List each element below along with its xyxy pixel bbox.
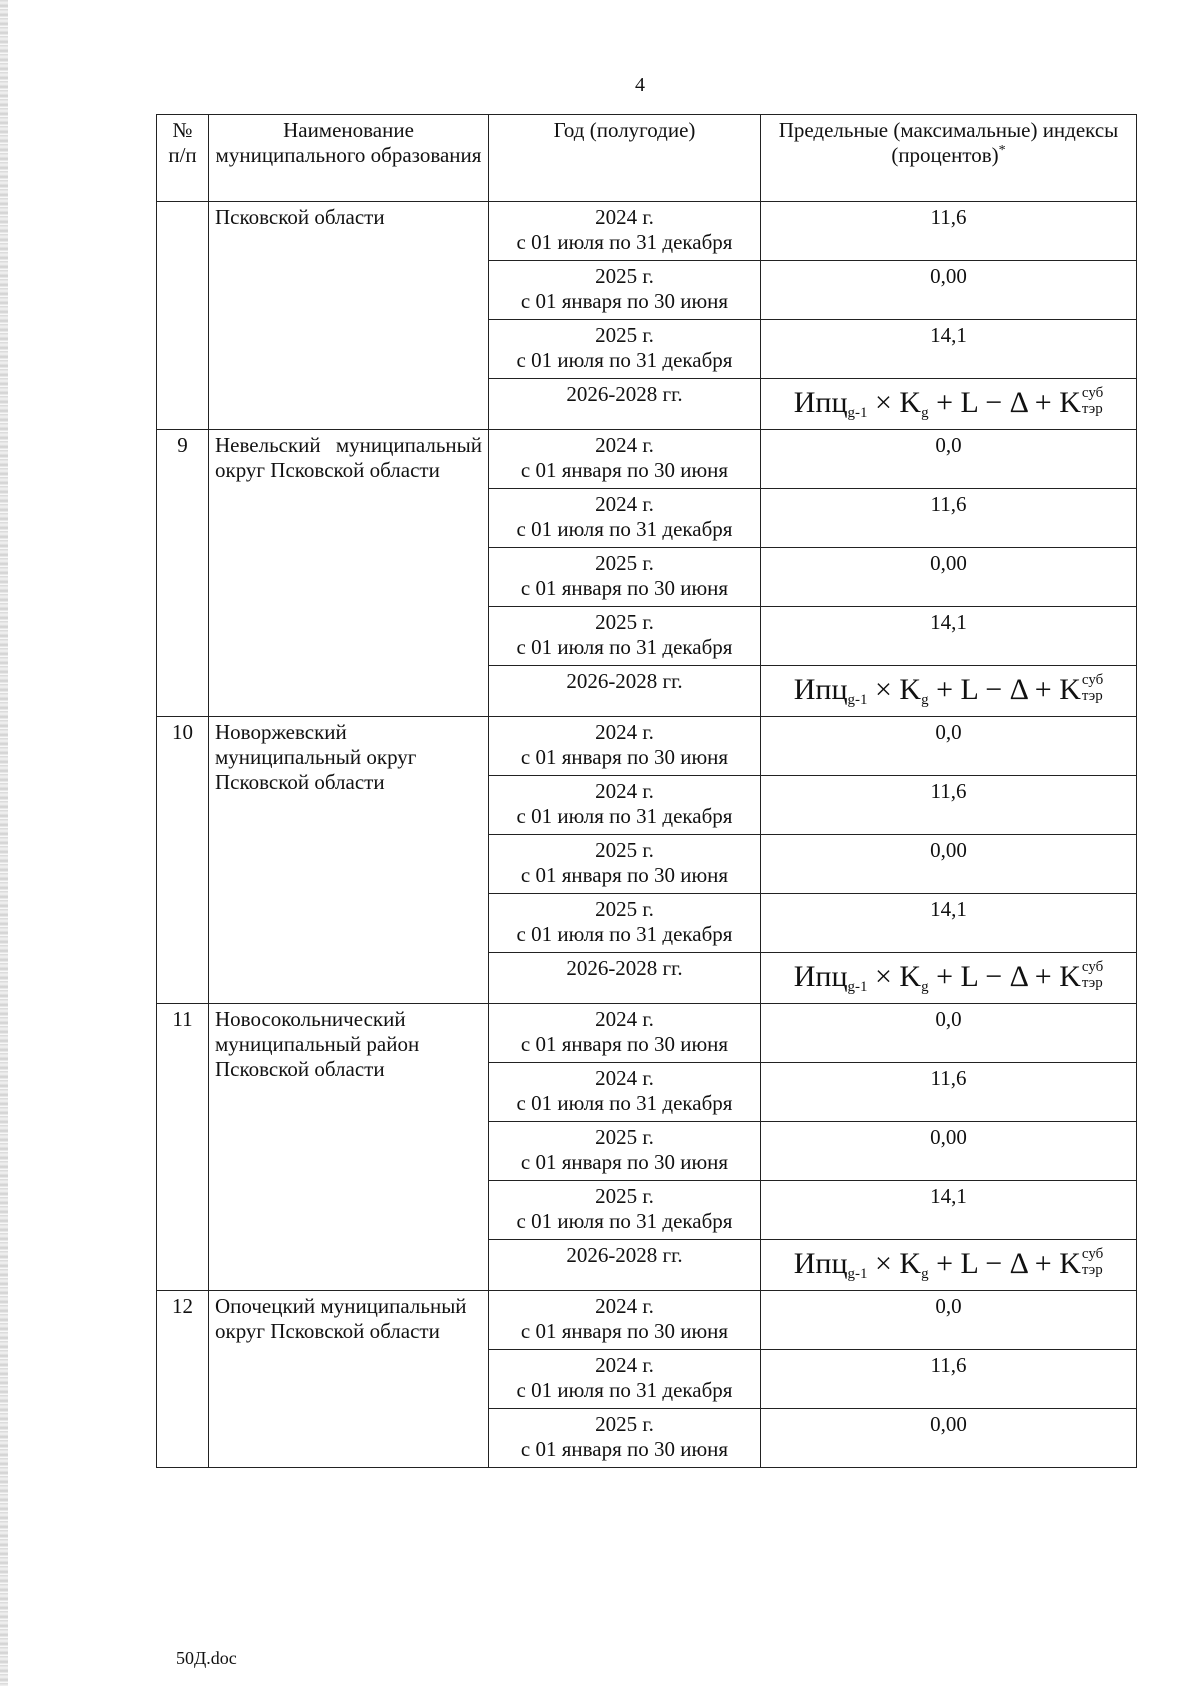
index-value: 14,1 bbox=[761, 1181, 1137, 1240]
index-value: 11,6 bbox=[761, 202, 1137, 261]
formula-k-sub: g bbox=[921, 1265, 929, 1282]
header-index-label: Предельные (максимальные) индексы (процентов) bbox=[778, 118, 1119, 168]
period-range: с 01 июля по 31 декабря bbox=[516, 1091, 733, 1116]
table-row bbox=[157, 202, 1137, 261]
formula-k-indices bbox=[1082, 960, 1103, 992]
period-year: 2024 г. bbox=[595, 1007, 654, 1031]
period-cell bbox=[489, 1409, 761, 1468]
formula-rest: + L − Δ + K bbox=[928, 672, 1081, 706]
table-row bbox=[157, 430, 1137, 489]
formula-times: × K bbox=[867, 1246, 922, 1280]
index-formula bbox=[793, 958, 1104, 995]
formula-rest: + L − Δ + K bbox=[928, 1246, 1081, 1280]
period-year: 2025 г. bbox=[595, 1125, 654, 1149]
period-range: с 01 июля по 31 декабря bbox=[516, 804, 733, 829]
index-value: 0,00 bbox=[761, 261, 1137, 320]
index-value: 11,6 bbox=[761, 1350, 1137, 1409]
period-cell bbox=[489, 717, 761, 776]
header-period: Год (полугодие) bbox=[489, 115, 761, 202]
municipality-name: Псковской области bbox=[209, 202, 489, 430]
period-cell bbox=[489, 261, 761, 320]
period-range: с 01 июля по 31 декабря bbox=[516, 1378, 733, 1403]
formula-base: Ипц bbox=[793, 1246, 848, 1280]
period-range: с 01 января по 30 июня bbox=[520, 1150, 729, 1175]
formula-base: Ипц bbox=[793, 672, 848, 706]
index-value: 0,0 bbox=[761, 1004, 1137, 1063]
period-cell bbox=[489, 776, 761, 835]
scan-edge bbox=[0, 0, 8, 1686]
formula-period: 2026-2028 гг. bbox=[489, 953, 761, 1004]
index-formula-cell bbox=[761, 953, 1137, 1004]
index-value: 14,1 bbox=[761, 320, 1137, 379]
period-cell bbox=[489, 1291, 761, 1350]
table-header-row bbox=[157, 115, 1137, 202]
index-value: 0,0 bbox=[761, 430, 1137, 489]
period-range: с 01 июля по 31 декабря bbox=[516, 230, 733, 255]
formula-base-sub: g-1 bbox=[847, 404, 868, 421]
period-cell bbox=[489, 1350, 761, 1409]
row-number bbox=[157, 202, 209, 430]
index-value: 0,00 bbox=[761, 1122, 1137, 1181]
index-value: 0,00 bbox=[761, 835, 1137, 894]
table-body bbox=[157, 202, 1137, 1468]
formula-times: × K bbox=[867, 385, 922, 419]
formula-base: Ипц bbox=[793, 959, 848, 993]
period-range: с 01 января по 30 июня bbox=[520, 576, 729, 601]
row-number: 10 bbox=[157, 717, 209, 1004]
period-range: с 01 июля по 31 декабря bbox=[516, 348, 733, 373]
municipality-name: Невельский муниципальный округ Псковской области bbox=[209, 430, 489, 717]
index-value: 0,00 bbox=[761, 1409, 1137, 1468]
formula-k-indices bbox=[1082, 386, 1103, 418]
formula-k-sub: g bbox=[921, 978, 929, 995]
row-number: 11 bbox=[157, 1004, 209, 1291]
period-range: с 01 января по 30 июня bbox=[520, 1437, 729, 1462]
period-cell bbox=[489, 1181, 761, 1240]
formula-base-sub: g-1 bbox=[847, 978, 868, 995]
formula-k-sub2: тэр bbox=[1081, 1261, 1103, 1278]
row-number: 9 bbox=[157, 430, 209, 717]
period-year: 2025 г. bbox=[595, 610, 654, 634]
period-year: 2025 г. bbox=[595, 264, 654, 288]
formula-k-sub2: тэр bbox=[1081, 400, 1103, 417]
period-cell bbox=[489, 430, 761, 489]
formula-k-sub: g bbox=[921, 691, 929, 708]
period-range: с 01 января по 30 июня bbox=[520, 458, 729, 483]
formula-k-sub2: тэр bbox=[1081, 687, 1103, 704]
formula-rest: + L − Δ + K bbox=[928, 385, 1081, 419]
period-range: с 01 января по 30 июня bbox=[520, 1032, 729, 1057]
footer-filename: 50Д.doc bbox=[176, 1648, 237, 1668]
index-value: 11,6 bbox=[761, 1063, 1137, 1122]
formula-period: 2026-2028 гг. bbox=[489, 1240, 761, 1291]
period-cell bbox=[489, 1004, 761, 1063]
period-cell bbox=[489, 835, 761, 894]
formula-base-sub: g-1 bbox=[847, 691, 868, 708]
period-year: 2025 г. bbox=[595, 551, 654, 575]
period-year: 2024 г. bbox=[595, 1294, 654, 1318]
period-year: 2024 г. bbox=[595, 205, 654, 229]
period-range: с 01 июля по 31 декабря bbox=[516, 1209, 733, 1234]
header-name: Наименование муниципального образования bbox=[209, 115, 489, 202]
formula-rest: + L − Δ + K bbox=[928, 959, 1081, 993]
index-value: 14,1 bbox=[761, 894, 1137, 953]
index-value: 0,00 bbox=[761, 548, 1137, 607]
period-cell bbox=[489, 320, 761, 379]
row-number: 12 bbox=[157, 1291, 209, 1468]
period-cell bbox=[489, 894, 761, 953]
period-range: с 01 июля по 31 декабря bbox=[516, 635, 733, 660]
formula-k-sup: суб bbox=[1081, 671, 1104, 688]
formula-k-sub: g bbox=[921, 404, 929, 421]
formula-period: 2026-2028 гг. bbox=[489, 379, 761, 430]
period-range: с 01 января по 30 июня bbox=[520, 1319, 729, 1344]
period-year: 2024 г. bbox=[595, 492, 654, 516]
formula-base-sub: g-1 bbox=[847, 1265, 868, 1282]
index-formula bbox=[793, 1245, 1104, 1282]
period-year: 2025 г. bbox=[595, 1412, 654, 1436]
period-range: с 01 января по 30 июня bbox=[520, 745, 729, 770]
table-row bbox=[157, 1291, 1137, 1350]
index-value: 0,0 bbox=[761, 1291, 1137, 1350]
table-row bbox=[157, 717, 1137, 776]
period-range: с 01 июля по 31 декабря bbox=[516, 922, 733, 947]
municipality-name: Новоржевский муниципальный округ Псковской области bbox=[209, 717, 489, 1004]
period-range: с 01 января по 30 июня bbox=[520, 863, 729, 888]
page-number: 4 bbox=[635, 74, 645, 96]
formula-k-indices bbox=[1082, 1247, 1103, 1279]
period-range: с 01 января по 30 июня bbox=[520, 289, 729, 314]
period-range: с 01 июля по 31 декабря bbox=[516, 517, 733, 542]
formula-k-sup: суб bbox=[1081, 1245, 1104, 1262]
index-formula-cell bbox=[761, 666, 1137, 717]
period-cell bbox=[489, 1122, 761, 1181]
index-value: 14,1 bbox=[761, 607, 1137, 666]
municipality-name: Новосокольнический муниципальный район Псковской области bbox=[209, 1004, 489, 1291]
index-formula-cell bbox=[761, 379, 1137, 430]
index-value: 0,0 bbox=[761, 717, 1137, 776]
period-year: 2024 г. bbox=[595, 1353, 654, 1377]
formula-base: Ипц bbox=[793, 385, 848, 419]
period-cell bbox=[489, 548, 761, 607]
period-year: 2025 г. bbox=[595, 1184, 654, 1208]
formula-times: × K bbox=[867, 959, 922, 993]
formula-k-sup: суб bbox=[1081, 384, 1104, 401]
period-year: 2025 г. bbox=[595, 838, 654, 862]
header-index bbox=[761, 115, 1137, 202]
period-year: 2024 г. bbox=[595, 1066, 654, 1090]
index-value: 11,6 bbox=[761, 489, 1137, 548]
header-num: № п/п bbox=[157, 115, 209, 202]
period-cell bbox=[489, 1063, 761, 1122]
formula-k-sup: суб bbox=[1081, 958, 1104, 975]
municipality-name: Опочецкий муниципальный округ Псковской области bbox=[209, 1291, 489, 1468]
table-row bbox=[157, 1004, 1137, 1063]
index-value: 11,6 bbox=[761, 776, 1137, 835]
index-formula bbox=[793, 671, 1104, 708]
formula-k-indices bbox=[1082, 673, 1103, 705]
period-year: 2024 г. bbox=[595, 433, 654, 457]
period-year: 2024 г. bbox=[595, 720, 654, 744]
formula-times: × K bbox=[867, 672, 922, 706]
period-year: 2024 г. bbox=[595, 779, 654, 803]
formula-k-sub2: тэр bbox=[1081, 974, 1103, 991]
period-cell bbox=[489, 489, 761, 548]
header-index-footnote-mark: * bbox=[998, 143, 1006, 159]
index-formula-cell bbox=[761, 1240, 1137, 1291]
tariff-index-table bbox=[156, 114, 1137, 1468]
formula-period: 2026-2028 гг. bbox=[489, 666, 761, 717]
period-cell bbox=[489, 202, 761, 261]
index-formula bbox=[793, 384, 1104, 421]
period-year: 2025 г. bbox=[595, 323, 654, 347]
period-cell bbox=[489, 607, 761, 666]
period-year: 2025 г. bbox=[595, 897, 654, 921]
